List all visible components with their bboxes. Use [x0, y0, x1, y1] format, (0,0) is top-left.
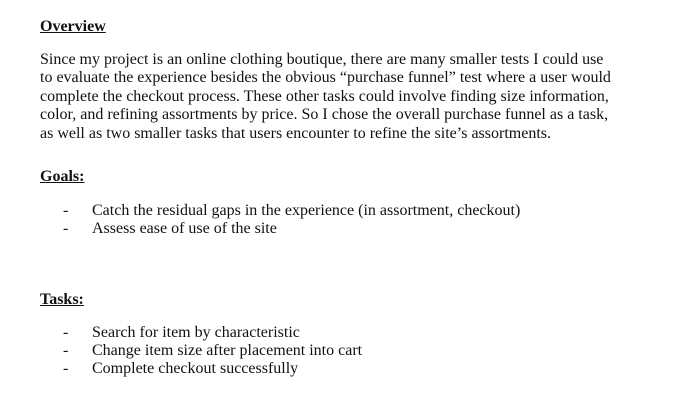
list-item	[63, 360, 362, 378]
overview-line: complete the checkout process. These other tasks could involve finding size information,	[40, 87, 609, 105]
tasks-list	[63, 324, 362, 378]
goals-list	[63, 202, 520, 238]
overview-line: Since my project is an online clothing boutique, there are many smaller tests I could use	[40, 51, 604, 68]
tasks-heading: Tasks:	[40, 291, 84, 308]
goals-heading: Goals:	[40, 168, 85, 185]
list-item	[63, 324, 362, 342]
overview-line: to evaluate the experience besides the obvious “purchase funnel” test where a user would	[40, 69, 611, 87]
overview-line: color, and refining assortments by price. So I chose the overall purchase funnel as a task,	[40, 106, 609, 124]
bullet-dash: -	[63, 324, 69, 341]
task-text: Complete checkout successfully	[92, 360, 299, 377]
overview-line: as well as two smaller tasks that users encounter to refine the site’s assortments.	[40, 124, 551, 142]
overview-paragraph	[40, 51, 680, 143]
list-item	[63, 220, 520, 238]
overview-heading: Overview	[40, 18, 106, 35]
list-item	[63, 342, 362, 360]
task-text: Search for item by characteristic	[92, 324, 300, 341]
bullet-dash: -	[63, 342, 69, 359]
task-text: Change item size after placement into cart	[92, 342, 363, 359]
bullet-dash: -	[63, 202, 69, 219]
bullet-dash: -	[63, 220, 69, 237]
goal-text: Catch the residual gaps in the experience (in assortment, checkout)	[92, 202, 521, 219]
bullet-dash: -	[63, 360, 69, 377]
list-item	[63, 202, 520, 220]
goal-text: Assess ease of use of the site	[92, 220, 277, 237]
